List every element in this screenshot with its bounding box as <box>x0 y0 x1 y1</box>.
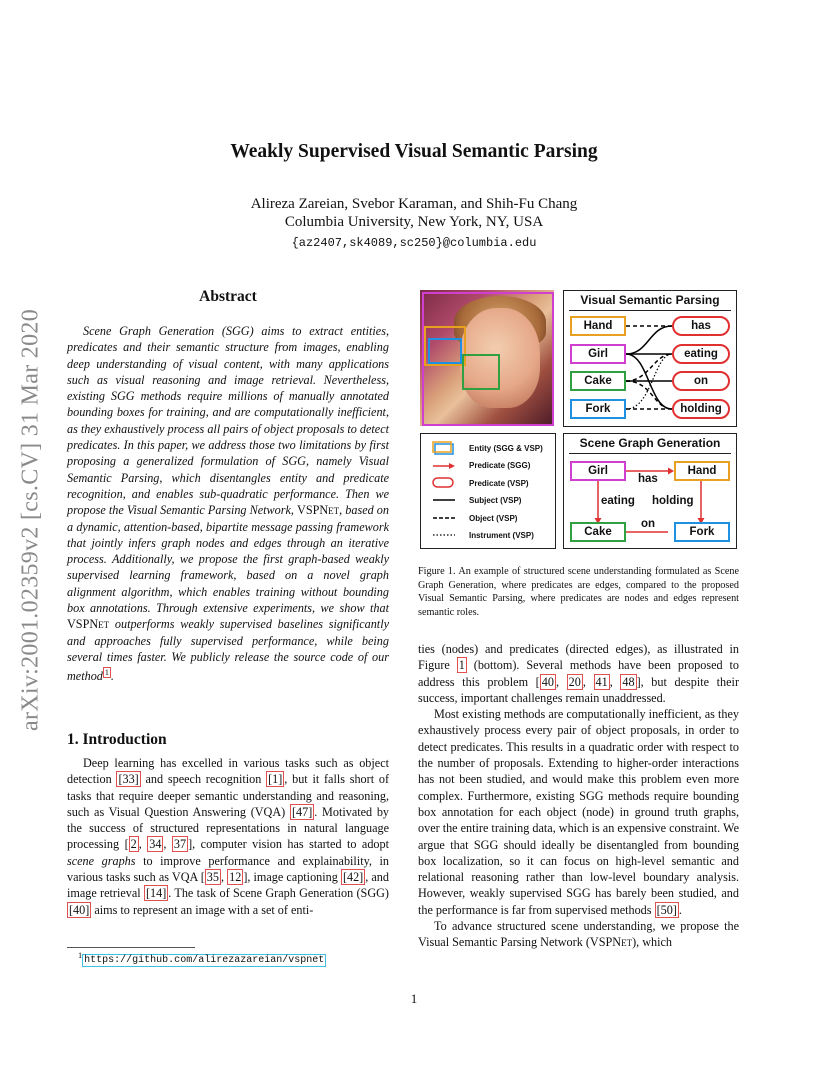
intro-text: Deep learning has excelled in various tasks such as object detection <box>67 756 389 787</box>
citation-link[interactable]: [42] <box>342 870 364 885</box>
section-heading-introduction: 1. Introduction <box>67 731 167 748</box>
legend-subject: Subject (VSP) <box>469 496 522 505</box>
citation-link[interactable]: 41 <box>595 674 608 689</box>
sgg-node-cake: Cake <box>570 522 626 542</box>
intro-text: aims to represent an image with a set of enti- <box>94 902 314 917</box>
citation-link[interactable]: [47] <box>291 804 313 819</box>
footnote-mark: 1 <box>78 951 83 960</box>
body-text: . <box>678 902 682 917</box>
footnote <box>78 951 326 966</box>
citation-link[interactable]: 20 <box>568 674 581 689</box>
method-name: VSPNet <box>297 503 340 518</box>
fork-bounding-box <box>428 338 462 364</box>
abstract-text-c: outperforms weakly supervised baselines significantly and approaches fully supervised performance, while being several times faster. We publicly release the source code of our method <box>67 617 389 684</box>
citation-link[interactable]: 37 <box>173 837 187 852</box>
figure-ref-link[interactable]: 1 <box>458 658 465 673</box>
citation-link[interactable]: [14] <box>145 886 167 901</box>
footnote-link[interactable]: 1 <box>104 668 109 678</box>
vsp-panel <box>563 290 737 427</box>
intro-text: , but it falls short of tasks that require deeper semantic understanding and reasoning, such as Visual Question Answering (VQA) <box>67 772 390 819</box>
vsp-title: Visual Semantic Parsing <box>580 293 720 307</box>
intro-text: to improve performance and explainability, in various tasks such as VQA <box>67 853 389 885</box>
footnote-url-link[interactable]: https://github.com/alirezazareian/vspnet <box>84 955 325 967</box>
intro-text: . The task of Scene Graph Generation (SGG) <box>168 886 389 901</box>
arxiv-sidebar <box>14 280 48 760</box>
intro-text: . Motivated by the success of structured representations in natural language processing <box>67 804 390 852</box>
body-text: (bottom). Several methods have been proposed to address this problem <box>418 658 739 689</box>
page-number: 1 <box>410 991 418 1006</box>
vsp-predicate-eating: eating <box>672 344 730 364</box>
author-emails: {az2407,sk4089,sc250}@columbia.edu <box>291 236 537 250</box>
legend-predicate-vsp: Predicate (VSP) <box>469 479 529 488</box>
citation-link[interactable]: 2 <box>130 837 137 852</box>
body-text: Most existing methods are computationally inefficient, as they exhaustively process every pair of object proposals, in order to detect predicates. This results in a quadratic order with respect to the number of proposals. Extending to higher-order interactions has not been studied, and would make this problem even more complex. Furthermore, existing SGG methods require bounding box annotation for each object (node) in ground truth graphs, over the entire training data, which is an expensive constraint. We argue that SGG should ideally be disentangled from bounding box localization, so it can focus on high-level semantic and relational reasoning rather than low-level boundary analysis. However, weakly supervised SGG has barely been studied, and the performance is far from supervised methods <box>418 707 739 917</box>
intro-text: , image captioning <box>247 870 338 885</box>
legend-object: Object (VSP) <box>469 514 518 523</box>
citation-link[interactable]: 40 <box>541 674 554 689</box>
citation-link[interactable]: [40] <box>69 902 90 917</box>
body-text: ties (nodes) and predicates (directed edges), as illustrated in Figure <box>418 642 739 673</box>
figure-photo <box>420 290 554 426</box>
citation-link[interactable]: [33] <box>118 772 139 787</box>
intro-text: , computer vision has started to adopt <box>192 837 390 852</box>
sgg-edge-on: on <box>641 518 656 530</box>
abstract-end: . <box>110 669 114 684</box>
legend-predicate-sgg: Predicate (SGG) <box>469 461 531 470</box>
legend-entity: Entity (SGG & VSP) <box>469 444 543 453</box>
body-text: ), which <box>632 935 672 950</box>
sgg-edge-eating: eating <box>601 495 635 507</box>
citation-link[interactable]: [50] <box>656 902 677 917</box>
intro-text: , and image retrieval <box>67 870 389 901</box>
legend-panel <box>420 433 556 549</box>
citation-link[interactable]: 12 <box>229 870 242 885</box>
cake-bounding-box <box>462 354 500 390</box>
introduction-body: Deep learning has excelled in various tasks such as object detection [33] and speech recognition [1] , but it falls short of tasks that require deeper semantic understanding and reasoning, such as Visual Question Answering (VQA) [47] . Motivated by the success of structured representations in natural language processing [ 2 , 34 , 37 ], computer vision has started to adopt scene graphs to improve performance and explainability, in various tasks such as VQA [ 35 , 12 ], image captioning [42] , and image retrieval [14] . The task of Scene Graph Generation (SGG) [40] aims to represent an image with a set of enti- <box>67 756 390 917</box>
legend-instrument: Instrument (VSP) <box>469 531 534 540</box>
vsp-predicate-holding: holding <box>672 399 730 419</box>
citation-link[interactable]: [1] <box>268 772 283 787</box>
author-block <box>0 195 828 231</box>
vsp-entity-hand: Hand <box>570 316 626 336</box>
sgg-node-hand: Hand <box>674 461 730 481</box>
sgg-panel <box>563 433 737 549</box>
body-text: , but despite their success, important challenges remain unaddressed. <box>418 674 740 705</box>
abstract-heading: Abstract <box>199 288 257 305</box>
vsp-predicate-on: on <box>672 371 730 391</box>
affiliation: Columbia University, New York, NY, USA <box>284 214 544 230</box>
method-name: VSPNet <box>67 617 110 632</box>
vsp-predicate-has: has <box>672 316 730 336</box>
figure-caption: Figure 1. An example of structured scene understanding formulated as Scene Graph Generation, where predicates are edges, compared to the proposed Visual Semantic Parsing, where predicates are nodes and edges represent semantic roles. <box>418 566 739 618</box>
author-names: Alireza Zareian, Svebor Karaman, and Shih-Fu Chang <box>250 196 578 212</box>
body-text: To advance structured scene understanding, we propose the Visual Semantic Parsing Network ( <box>418 919 739 950</box>
citation-link[interactable]: 34 <box>149 837 162 852</box>
sgg-title: Scene Graph Generation <box>579 436 721 450</box>
sgg-node-fork: Fork <box>674 522 730 542</box>
vsp-entity-girl: Girl <box>570 344 626 364</box>
emphasis-text: scene graphs <box>67 853 136 868</box>
sgg-edge-holding: holding <box>652 495 694 507</box>
sgg-node-girl: Girl <box>570 461 626 481</box>
citation-link[interactable]: 35 <box>206 870 219 885</box>
arxiv-identifier: arXiv:2001.02359v2 [cs.CV] 31 Mar 2020 <box>17 308 44 732</box>
method-name: VSPNet <box>589 935 633 950</box>
paper-title: Weakly Supervised Visual Semantic Parsing <box>230 141 598 162</box>
right-column-body: ties (nodes) and predicates (directed edges), as illustrated in Figure 1 (bottom). Several methods have been proposed to address this problem [ 40 , 20 , 41 , 48 ], but despite their success, important challenges remain unaddressed. Most existing methods are computationally inefficient, as they exhaustively process every pair of object proposals, in order to detect predicates. This results in a quadratic order with respect to the number of proposals. Extending to higher-order interactions has not been studied, and would make this problem even more complex. Furthermore, existing SGG methods require bounding box annotation for each object (node) in ground truth graphs, over the entire training data, which is an expensive constraint. We argue that SGG should ideally be disentangled from bounding box localization, so it can focus on high-level semantic and relational reasoning rather than low-level boundary analysis. However, weakly supervised SGG has barely been studied, and the performance is far from supervised methods [50] . To advance structured scene understanding, we propose the Visual Semantic Parsing Network (VSPNet), which <box>418 642 740 950</box>
abstract-text-a: Scene Graph Generation (SGG) aims to extract entities, predicates and their semantic structure from images, enabling deep understanding of visual content, with many applications such as visual reasoning and image retrieval. Nevertheless, existing SGG methods require millions of manually annotated bounding boxes for training, and are computationally inefficient, as they exhaustively process all pairs of object proposals to detect predicates. In this paper, we address those two limitations by first proposing a generalized formulation of SGG, namely Visual Semantic Parsing, which disentangles entity and predicate recognition, and enables sub-quadratic performance. Then we propose the Visual Semantic Parsing Network, <box>67 324 390 518</box>
sgg-edge-has: has <box>638 473 658 485</box>
vsp-entity-fork: Fork <box>570 399 626 419</box>
citation-link[interactable]: 48 <box>622 674 635 689</box>
abstract-text-b: , based on a dynamic, attention-based, bipartite message passing framework that jointly infers graph nodes and edges through an iterative process. Additionally, we propose the first graph-based weakly supervised learning framework, based on a novel graph alignment algorithm, which enables training without bounding box annotations. Through extensive experiments, we show that <box>67 503 389 616</box>
abstract-body <box>67 323 389 685</box>
vsp-entity-cake: Cake <box>570 371 626 391</box>
intro-text: and speech recognition <box>145 772 262 787</box>
footnote-rule <box>67 947 195 948</box>
